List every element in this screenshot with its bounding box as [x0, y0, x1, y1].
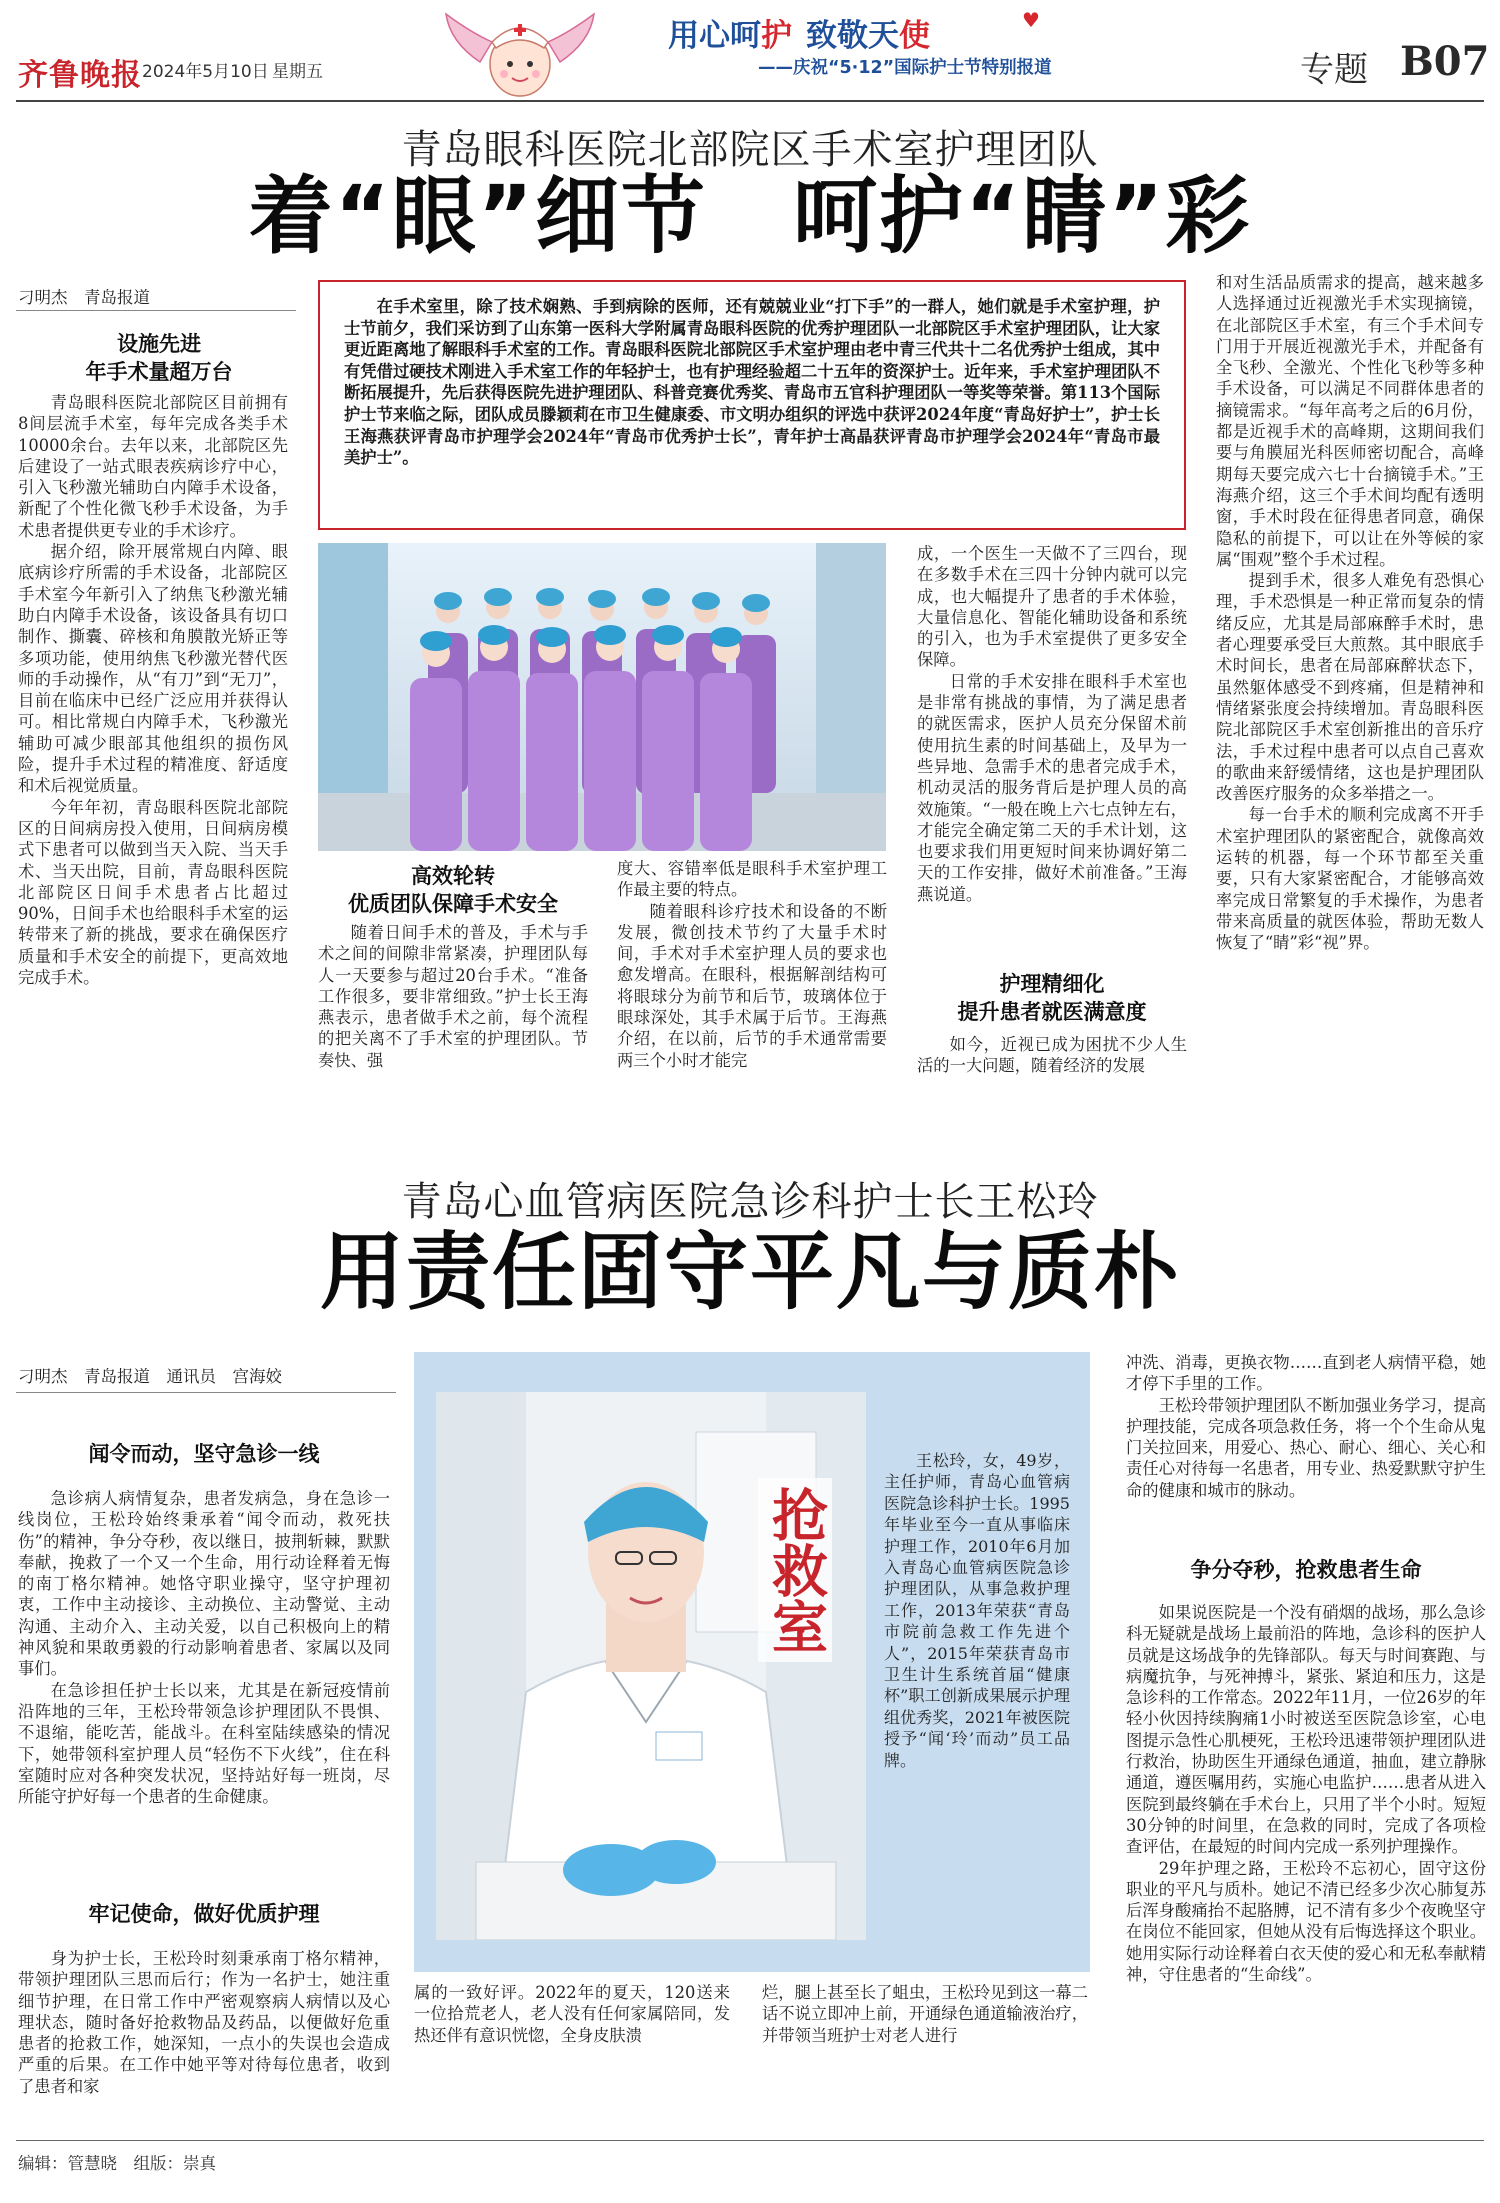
team-photo [318, 543, 886, 851]
page-number: B07 [1400, 38, 1490, 85]
paper-logo: 齐鲁晚报 [18, 58, 142, 93]
article2-col3a: 冲洗、消毒，更换衣物……直到老人病情平稳，她才停下手里的工作。 王松玲带领护理团队不断加强业务学习，提高护理技能，完成各项急救任务，将一个个生命从鬼门关拉回来，用爱心、热心、耐心、细心、关心和责任心对待每一名患者，用专业、热爱默默守护生命的健康和城市的脉动。 [1126, 1353, 1486, 1500]
intro-box [318, 280, 1186, 530]
article2-subhead-1: 闻令而动，坚守急诊一线 [88, 1442, 320, 1466]
portrait-photo [436, 1392, 866, 1940]
article1-headline: 着“眼”细节 呵护“睛”彩 [248, 167, 1252, 265]
article2-col1a: 急诊病人病情复杂，患者发病急，身在急诊一线岗位，王松玲始终秉承着“闻令而动，救死扶伤”的精神，争分夺秒，夜以继日，披荆斩棘，默默奉献，挽救了一个又一个生命，用行动诠释着无悔的南丁格尔精神。她恪守职业操守，坚守护理初衷，工作中主动接诊、主动换位、主动警觉、主动沟通、主动介入、主动关爱，以自己积极向上的精神风貌和果敢勇毅的行动影响着患者、家属以及同事们。 在急诊担任护士长以来，尤其是在新冠疫情前沿阵地的三年，王松玲带领急诊护理团队不畏惧、不退缩，能吃苦，能战斗。在科室陆续感染的情况下，她带领科室护理人员“轻伤不下火线”，住在科室随时应对各种突发状况，坚持站好每一班岗，尽所能守护好每一个患者的生命健康。 [18, 1489, 390, 1807]
article2-subhead-2: 牢记使命，做好优质护理 [88, 1902, 320, 1926]
article1-kicker: 青岛眼科医院北部院区手术室护理团队 [401, 127, 1099, 173]
article2-col1b: 身为护士长，王松玲时刻秉承南丁格尔精神，带领护理团队三思而后行；作为一名护士，她注重细节护理，在日常工作中严密观察病人病情以及心理状态，随时备好抢救物品及药品，以便做好危重患者的抢救工作，她深知，一点小的失误也会造成严重的后果。在工作中她平等对待每位患者，收到了患者和家 [18, 1949, 390, 2096]
banner-title: 用心呵护 致敬天使 [668, 18, 930, 54]
banner-hu: 护 [761, 18, 792, 54]
banner-subtitle: ——庆祝“5·12”国际护士节特别报道 [758, 58, 1052, 78]
article2-kicker: 青岛心血管病医院急诊科护士长王松玲 [401, 1179, 1099, 1225]
article2-col-b1: 属的一致好评。2022年的夏天，120送来一位拾荒老人，老人没有任何家属陪同，发热还伴有意识恍惚，全身皮肤溃 [414, 1983, 730, 2045]
article1-col-b1: 随着日间手术的普及，手术与手术之间的间隙非常紧凑，护理团队每人一天要参与超过20台手术。“准备工作很多，要非常细致。”护士长王海燕表示，患者做手术之前，每个流程的把关离不了手术室的护理团队。节奏快、强 [318, 923, 588, 1070]
masthead [0, 0, 1500, 112]
article1-col1: 青岛眼科医院北部院区目前拥有8间层流手术室，每年完成各类手术10000余台。去年以来，北部院区先后建设了一站式眼表疾病诊疗中心，引入飞秒激光辅助白内障手术设备，新配了个性化微飞秒手术设备，为手术患者提供更专业的手术诊疗。 据介绍，除开展常规白内障、眼底病诊疗所需的手术设备，北部院区手术室今年新引入了纳焦飞秒激光辅助白内障手术设备，该设备具有切口制作、撕囊、碎核和角膜散光矫正等多项功能，使用纳焦飞秒激光替代医师的手动操作，从“有刀”到“无刀”，目前在临床中已经广泛应用并获得认可。相比常规白内障手术，飞秒激光辅助可减少眼部其他组织的损伤风险，提升手术过程的精准度、舒适度和术后视觉质量。 今年年初，青岛眼科医院北部院区的日间病房投入使用，日间病房模式下患者可以做到当天入院、当天手术、当天出院，目前，青岛眼科医院北部院区日间手术患者占比超过90%，日间手术也给眼科手术室的运转带来了新的挑战，要求在确保医疗质量和手术安全的前提下，更高效地完成手术。 [18, 393, 288, 988]
article1-mid-col: 成，一个医生一天做不了三四台，现在多数手术在三四十分钟内就可以完成，也大幅提升了患者的手术体验，大量信息化、智能化辅助设备和系统的引入，也为手术室提供了更多安全保障。 日常的手术安排在眼科手术室也是非常有挑战的事情，为了满足患者的就医需求，医护人员充分保留术前使用抗生素的时间基础上，及早为一些异地、急需手术的患者完成手术，机动灵活的服务背后是护理人员的高效施策。“一般在晚上六七点钟左右，才能完全确定第二天的手术计划，这也要求我们用更短时间来协调好第二天的工作安排，做好术前准备。”王海燕说道。 [917, 544, 1187, 904]
heart-icon: ♥ [1022, 8, 1040, 32]
nurse-angel-illustration [440, 2, 600, 102]
emergency-room-badge [758, 1478, 832, 1662]
article2-byline-rule [16, 1392, 396, 1393]
article1-subhead-3: 护理精细化 提升患者就医满意度 [957, 972, 1147, 1024]
intro-text: 在手术室里，除了技术娴熟、手到病除的医师，还有兢兢业业“打下手”的一群人，她们就是手术室护理，护士节前夕，我们采访到了山东第一医科大学附属青岛眼科医院的优秀护理团队一北部院区手术室护理团队，让大家更近距离地了解眼科手术室的工作。青岛眼科医院北部院区手术室护理由老中青三代共十二名优秀护士组成，其中有凭借过硬技术刚进入手术室工作的年轻护士，也有护理经验超二十五年的资深护士。近年来，手术室护理团队不断拓展提升，先后获得医院先进护理团队、科普竞赛优秀奖、青岛市五官科护理团队一等奖等荣誉。第113个国际护士节来临之际，团队成员滕颖莉在市卫生健康委、市文明办组织的评选中获评2024年度“青岛好护士”，护士长王海燕获评青岛市护理学会2024年“青岛市优秀护士长”，青年护士高晶获评青岛市护理学会2024年“青岛市最美护士”。 [344, 297, 1160, 468]
article2-col3b: 如果说医院是一个没有硝烟的战场，那么急诊科无疑就是战场上最前沿的阵地，急诊科的医护人员就是这场战争的先锋部队。每天与时间赛跑、与病魔抗争，与死神搏斗，紧张、紧迫和压力，这是急诊科的工作常态。2022年11月，一位26岁的年轻小伙因持续胸痛1小时被送至医院急诊室，心电图提示急性心肌梗死，王松玲迅速带领护理团队进行救治，协助医生开通绿色通道，抽血，建立静脉通道，遵医嘱用药，实施心电监护……患者从进入医院到最终躺在手术台上，只用了半个小时。短短30分钟的时间里，在急救的同时，完成了各项检查评估，在最短的时间内完成一系列护理操作。 29年护理之路，王松玲不忘初心，固守这份职业的平凡与质朴。她记不清已经多少次心肺复苏后浑身酸痛抬不起胳膊，记不清有多少个夜晚坚守在岗位不能回家，但她从没有后悔选择这个职业。她用实际行动诠释着白衣天使的爱心和无私奉献精神，守住患者的“生命线”。 [1126, 1603, 1486, 1985]
article1-subhead-1: 设施先进 年手术量超万台 [85, 332, 233, 384]
emergency-room-label: 抢救室 [763, 1486, 828, 1654]
article2-headline: 用责任固守平凡与质朴 [319, 1223, 1180, 1321]
article1-col-b3: 如今，近视已成为困扰不少人生活的一大问题，随着经济的发展 [917, 1035, 1187, 1076]
article2-byline: 刁明杰 青岛报道 通讯员 宫海姣 [18, 1367, 282, 1386]
footer-rule [16, 2140, 1484, 2141]
section-name: 专题 [1300, 50, 1368, 90]
banner-shi: 使 [899, 18, 930, 54]
article2-col-b2: 烂，腿上甚至长了蛆虫，王松玲见到这一幕二话不说立即冲上前，开通绿色通道输液治疗，并带领当班护士对老人进行 [762, 1983, 1088, 2045]
issue-date: 2024年5月10日 [142, 62, 269, 82]
masthead-rule [16, 100, 1484, 102]
article2-subhead-3: 争分夺秒，抢救患者生命 [1190, 1558, 1422, 1582]
article1-subhead-2: 高效轮转 优质团队保障手术安全 [348, 864, 558, 916]
article1-col-right: 和对生活品质需求的提高，越来越多人选择通过近视激光手术实现摘镜，在北部院区手术室，有三个手术间专门用于开展近视激光手术，并配备有全飞秒、全激光、个性化飞秒等多种手术设备，可以满足不同群体患者的摘镜需求。“每年高考之后的6月份，都是近视手术的高峰期，这期间我们要与角膜屈光科医师密切配合，高峰期每天要完成六七十台摘镜手术。”王海燕介绍，这三个手术间均配有透明窗，手术时段在征得患者同意，确保隐私的前提下，可以让在外等候的家属“围观”整个手术过程。 提到手术，很多人难免有恐惧心理，手术恐惧是一种正常而复杂的情绪反应，尤其是局部麻醉手术时，患者心理要承受巨大煎熬。其中眼底手术时间长，患者在局部麻醉状态下，虽然躯体感受不到疼痛，但是精神和情绪紧张度会持续增加。青岛眼科医院北部院区手术室创新推出的音乐疗法，手术过程中患者可以点自己喜欢的歌曲来舒缓情绪，这也是护理团队改善医疗服务的众多举措之一。 每一台手术的顺利完成离不开手术室护理团队的紧密配合，就像高效运转的机器，每一个环节都至关重要，只有大家紧密配合，才能够高效率完成日常繁复的手术操作，为患者带来高质量的就医体验，帮助无数人恢复了“睛”彩“视”界。 [1216, 273, 1484, 953]
bio-caption: 王松玲，女，49岁，主任护师，青岛心血管病医院急诊科护士长。1995年毕业至今一直从事临床护理工作，2010年6月加入青岛心血管病医院急诊护理团队，从事急救护理工作，2013年荣获“青岛市院前急救工作先进个人”，2015年荣获青岛市卫生计生系统首届“健康杯”职工创新成果展示护理组优秀奖，2021年被医院授予“闻‘玲’而动”员工品牌。 [884, 1451, 1070, 1770]
article1-byline: 刁明杰 青岛报道 [18, 288, 150, 307]
footer-editor: 编辑：管慧晓 组版：崇真 [18, 2154, 216, 2173]
article1-col-b2: 度大、容错率低是眼科手术室护理工作最主要的特点。 随着眼科诊疗技术和设备的不断发展，微创技术节约了大量手术时间，手术对手术室护理人员的要求也愈发增高。在眼科，根据解剖结构可将眼球分为前节和后节，玻璃体位于眼球深处，其手术属于后节。王海燕介绍，在以前，后节的手术通常需要两三个小时才能完 [617, 859, 887, 1070]
byline-rule [16, 310, 296, 311]
issue-weekday: 星期五 [272, 62, 323, 82]
